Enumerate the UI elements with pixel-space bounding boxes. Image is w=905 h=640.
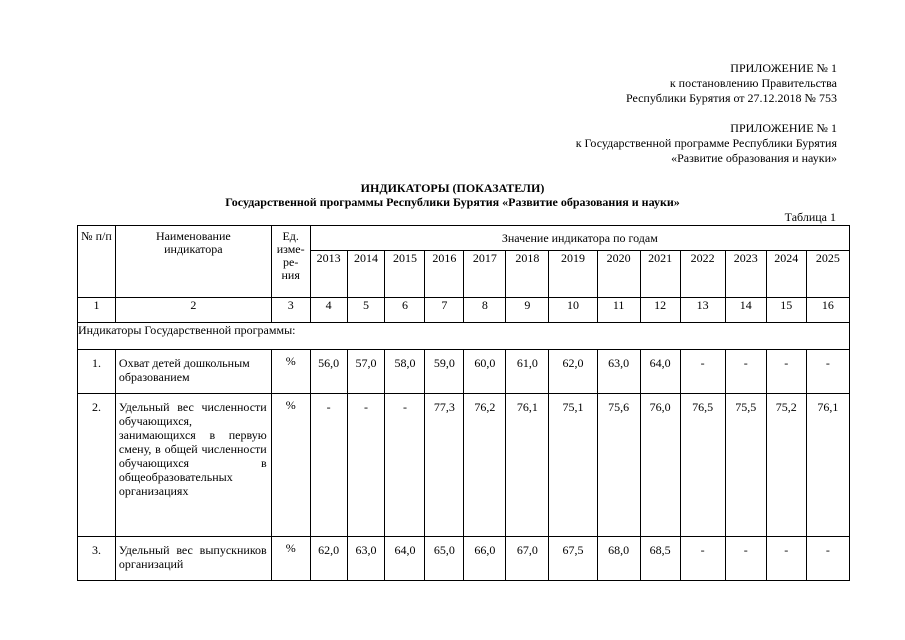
- column-number: 5: [347, 298, 385, 323]
- year-header: 2015: [385, 251, 425, 298]
- value-cell: 63,0: [597, 350, 640, 394]
- unit-cell: %: [271, 350, 310, 394]
- column-number: 8: [464, 298, 506, 323]
- value-cell: -: [310, 394, 347, 537]
- column-number: 15: [766, 298, 806, 323]
- value-cell: -: [680, 350, 725, 394]
- column-number: 11: [597, 298, 640, 323]
- document-subtitle: Государственной программы Республики Бурятия «Развитие образования и науки»: [225, 195, 680, 209]
- value-cell: 64,0: [385, 537, 425, 581]
- value-cell: -: [806, 350, 849, 394]
- annex-line: Республики Бурятия от 27.12.2018 № 753: [625, 91, 837, 105]
- year-header: 2014: [347, 251, 385, 298]
- column-number: 7: [425, 298, 464, 323]
- year-header: 2017: [464, 251, 506, 298]
- value-cell: 76,1: [806, 394, 849, 537]
- value-cell: 61,0: [506, 350, 549, 394]
- value-cell: -: [680, 537, 725, 581]
- year-header: 2018: [506, 251, 549, 298]
- value-cell: 56,0: [310, 350, 347, 394]
- value-cell: 68,5: [640, 537, 680, 581]
- row-number: 1.: [78, 350, 116, 394]
- annex-block-resolution: [626, 61, 837, 106]
- value-cell: 76,1: [506, 394, 549, 537]
- value-cell: -: [766, 537, 806, 581]
- column-number: 1: [78, 298, 116, 323]
- column-number: 14: [725, 298, 766, 323]
- table-row: [78, 394, 850, 537]
- header-values: Значение индикатора по годам: [310, 226, 849, 251]
- value-cell: 76,0: [640, 394, 680, 537]
- column-number: 4: [310, 298, 347, 323]
- value-cell: -: [385, 394, 425, 537]
- value-cell: 75,2: [766, 394, 806, 537]
- value-cell: 65,0: [425, 537, 464, 581]
- value-cell: 66,0: [464, 537, 506, 581]
- year-header: 2013: [310, 251, 347, 298]
- value-cell: 59,0: [425, 350, 464, 394]
- header-name: Наименование индикатора: [115, 226, 271, 298]
- value-cell: -: [806, 537, 849, 581]
- value-cell: 67,0: [506, 537, 549, 581]
- column-number: 2: [115, 298, 271, 323]
- header-unit: Ед. изме-ре-ния: [271, 226, 310, 298]
- indicator-name: Удельный вес численности обучающихся, занимающихся в первую смену, в общей численности обучающихся в общеобразовательных организациях: [115, 394, 271, 537]
- indicators-table: [77, 225, 850, 581]
- annex-line: «Развитие образования и науки»: [671, 151, 837, 165]
- year-header: 2020: [597, 251, 640, 298]
- year-header: 2019: [549, 251, 597, 298]
- annex-line: к постановлению Правительства: [669, 76, 837, 90]
- value-cell: 67,5: [549, 537, 597, 581]
- column-number: 13: [680, 298, 725, 323]
- unit-cell: %: [271, 394, 310, 537]
- document-title: ИНДИКАТОРЫ (ПОКАЗАТЕЛИ): [360, 181, 545, 195]
- column-number: 3: [271, 298, 310, 323]
- year-header: 2021: [640, 251, 680, 298]
- year-header: 2025: [806, 251, 849, 298]
- value-cell: 75,5: [725, 394, 766, 537]
- column-number: 9: [506, 298, 549, 323]
- value-cell: 57,0: [347, 350, 385, 394]
- year-header: 2023: [725, 251, 766, 298]
- row-number: 3.: [78, 537, 116, 581]
- table-caption: Таблица 1: [784, 210, 836, 224]
- value-cell: 76,5: [680, 394, 725, 537]
- value-cell: 68,0: [597, 537, 640, 581]
- column-number: 12: [640, 298, 680, 323]
- column-number: 10: [549, 298, 597, 323]
- indicator-name: Охват детей дошкольным образованием: [115, 350, 271, 394]
- value-cell: -: [725, 350, 766, 394]
- header-num: № п/п: [78, 226, 116, 298]
- value-cell: 64,0: [640, 350, 680, 394]
- value-cell: -: [766, 350, 806, 394]
- year-header: 2024: [766, 251, 806, 298]
- column-number: 6: [385, 298, 425, 323]
- row-number: 2.: [78, 394, 116, 537]
- value-cell: 76,2: [464, 394, 506, 537]
- value-cell: 60,0: [464, 350, 506, 394]
- value-cell: 77,3: [425, 394, 464, 537]
- unit-cell: %: [271, 537, 310, 581]
- value-cell: 62,0: [549, 350, 597, 394]
- table-row: [78, 537, 850, 581]
- value-cell: 63,0: [347, 537, 385, 581]
- value-cell: 58,0: [385, 350, 425, 394]
- annex-title: ПРИЛОЖЕНИЕ № 1: [730, 121, 837, 135]
- value-cell: -: [347, 394, 385, 537]
- column-number: 16: [806, 298, 849, 323]
- section-header: Индикаторы Государственной программы:: [78, 323, 850, 350]
- value-cell: 62,0: [310, 537, 347, 581]
- annex-title: ПРИЛОЖЕНИЕ № 1: [730, 61, 837, 75]
- column-numbers-row: [78, 298, 850, 323]
- value-cell: 75,6: [597, 394, 640, 537]
- table-row: [78, 350, 850, 394]
- value-cell: -: [725, 537, 766, 581]
- value-cell: 75,1: [549, 394, 597, 537]
- indicator-name: Удельный вес выпускников организаций: [115, 537, 271, 581]
- year-header: 2022: [680, 251, 725, 298]
- annex-line: к Государственной программе Республики Бурятия: [575, 136, 837, 150]
- annex-block-program: [576, 121, 837, 166]
- year-header: 2016: [425, 251, 464, 298]
